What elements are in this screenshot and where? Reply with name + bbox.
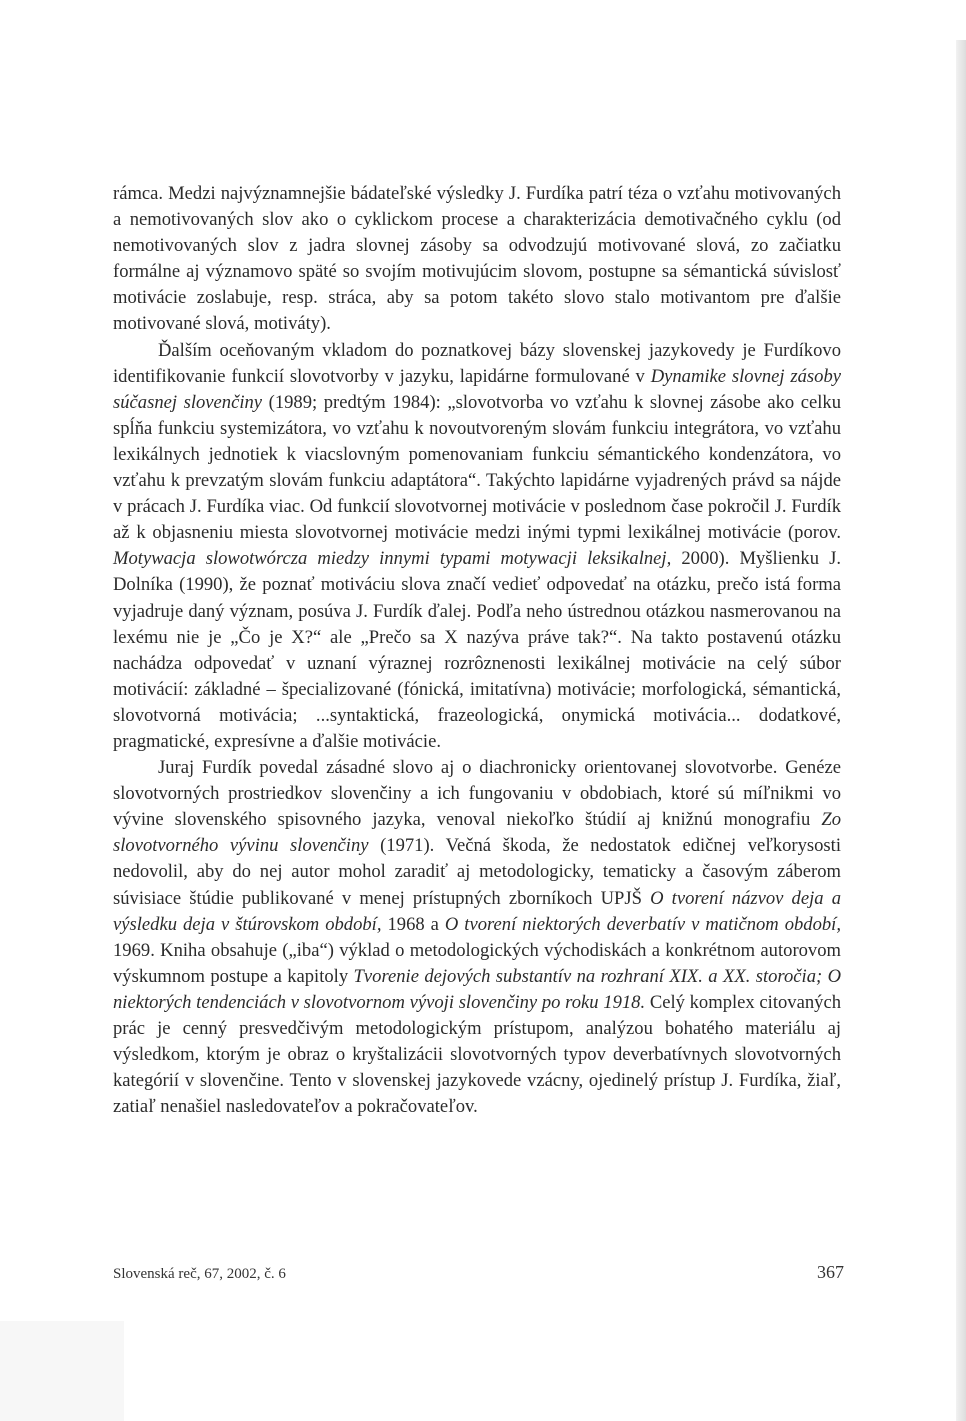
italic-title-run: O tvorení niektorých deverbatív v matičnom období, [444, 913, 841, 935]
text-run: Juraj Furdík povedal zásadné slovo aj o diachronicky orientovanej slovotvorbe. Genéze slovotvorných prostriedkov slovenčiny a ich fungovaniu v obdobiach, ktoré sú míľnikmi vo vývine slovenského spisovného jazyka, venoval niekoľko štúdií aj knižnú monografiu [113, 757, 841, 831]
italic-title-run: O tvorení názvov deja a výsledku deja v štúrovskom období, [113, 887, 841, 935]
italic-title-run: Tvorenie dejových substantív na rozhraní XIX. a XX. storočia; O niektorých tendenciách v slovotvornom vývoji slovenčiny po roku 1918. [113, 965, 841, 1013]
page-number: 367 [817, 1262, 844, 1282]
italic-title-run: Zo slovotvorného vývinu slovenčiny [113, 809, 841, 857]
page-footer [113, 1262, 844, 1283]
text-run: (1971). Večná škoda, že nedostatok edičnej veľkorysosti nedovolil, aby do nej autor mohol zaradiť aj metodologicky, tematicky a časovým záberom súvisiace štúdie publikované v menej prístupných zborníkoch UPJŠ [113, 835, 841, 909]
text-run: (1989; predtým 1984): „slovotvorba vo vzťahu k slovnej zásobe ako celku spĺňa funkciu systemizátora, vo vzťahu k novoutvoreným slovám funkciu integrátora, vo vzťahu lexikálnych jednotiek k viacslovným pomenovaniam funkciu sémantického kondenzátora, vo vzťahu k prevzatým slovám funkciu adaptátora“. Takýchto lapidárne vyjadrených právd sa nájde v prácach J. Furdíka viac. Od funkcií slovotvornej motivácie v poslednom čase pokročil J. Furdík až k objasneniu miesta slovotvornej motivácie medzi inými typmi lexikálnej motivácie (porov. [113, 391, 841, 544]
paragraph-2 [113, 338, 841, 756]
paragraph-3 [113, 755, 841, 1120]
page-body [113, 181, 841, 1120]
text-run: 1968 a [381, 913, 445, 935]
italic-title-run: Dynamike slovnej zásoby súčasnej slovenčiny [113, 365, 842, 413]
italic-title-run: Motywacja slowotwórcza miedzy innymi typami motywacji leksikalnej, [113, 548, 672, 570]
journal-citation: Slovenská reč, 67, 2002, č. 6 [113, 1266, 286, 1282]
text-run: rámca. Medzi najvýznamnejšie bádateľské výsledky J. Furdíka patrí téza o vzťahu motivovaných a nemotivovaných slov ako o cyklickom procese a charakterizácia demotivačného cyklu (od nemotivovaných slov z jadra slovnej zásoby sa odvodzujú motivované slová, zo začiatku formálne aj významovo späté so svojím motivujúcim slovom, postupne sa sémantická súvislosť motivácie zoslabuje, resp. stráca, aby sa potom takéto slovo stalo motivantom pre ďalšie motivované slová, motiváty). [113, 183, 841, 335]
scan-edge-shadow [956, 40, 966, 1421]
text-run: Celý komplex citovaných prác je cenný presvedčivým metodologickým prístupom, analýzou bohatého materiálu aj výsledkom, ktorým je obraz o kryštalizácii slovotvorných typov deverbatívnych slovotvorných kategórií v slovenčine. Tento v slovenskej jazykovede vzácny, ojedinelý prístup J. Furdíka, žiaľ, zatiaľ nenašiel nasledovateľov a pokračovateľov. [113, 991, 841, 1118]
scan-corner-shade [0, 1321, 124, 1421]
text-run: Ďalším oceňovaným vkladom do poznatkovej bázy slovenskej jazykovedy je Furdíkovo identifikovanie funkcií slovotvorby v jazyku, lapidárne formulované v [113, 339, 841, 387]
text-run: 1969. Kniha obsahuje („iba“) výklad o metodologických východiskách a konkrétnom autorovom výskumnom postupe a kapitoly [113, 939, 841, 987]
paragraph-1 [113, 181, 841, 338]
text-run: 2000). Myšlienku J. Dolníka (1990), že poznať motiváciu slova značí vedieť odpovedať na otázku, prečo istá forma vyjadruje daný význam, posúva J. Furdík ďalej. Podľa neho ústrednou otázkou nasmerovanou na lexému nie je „Čo je X?“ ale „Prečo sa X nazýva práve tak?“. Na takto postavenú otázku nachádza odpovedať v uznaní výraznej rozrôznenosti lexikálnej motivácie na celý súbor motivácií: základné – špecializované (fónická, imitatívna) motivácie; morfologická, sémantická, slovotvorná motivácia; ...syntaktická, frazeologická, onymická motivácia... dodatkové, pragmatické, expresívne a ďalšie motivácie. [113, 548, 842, 752]
